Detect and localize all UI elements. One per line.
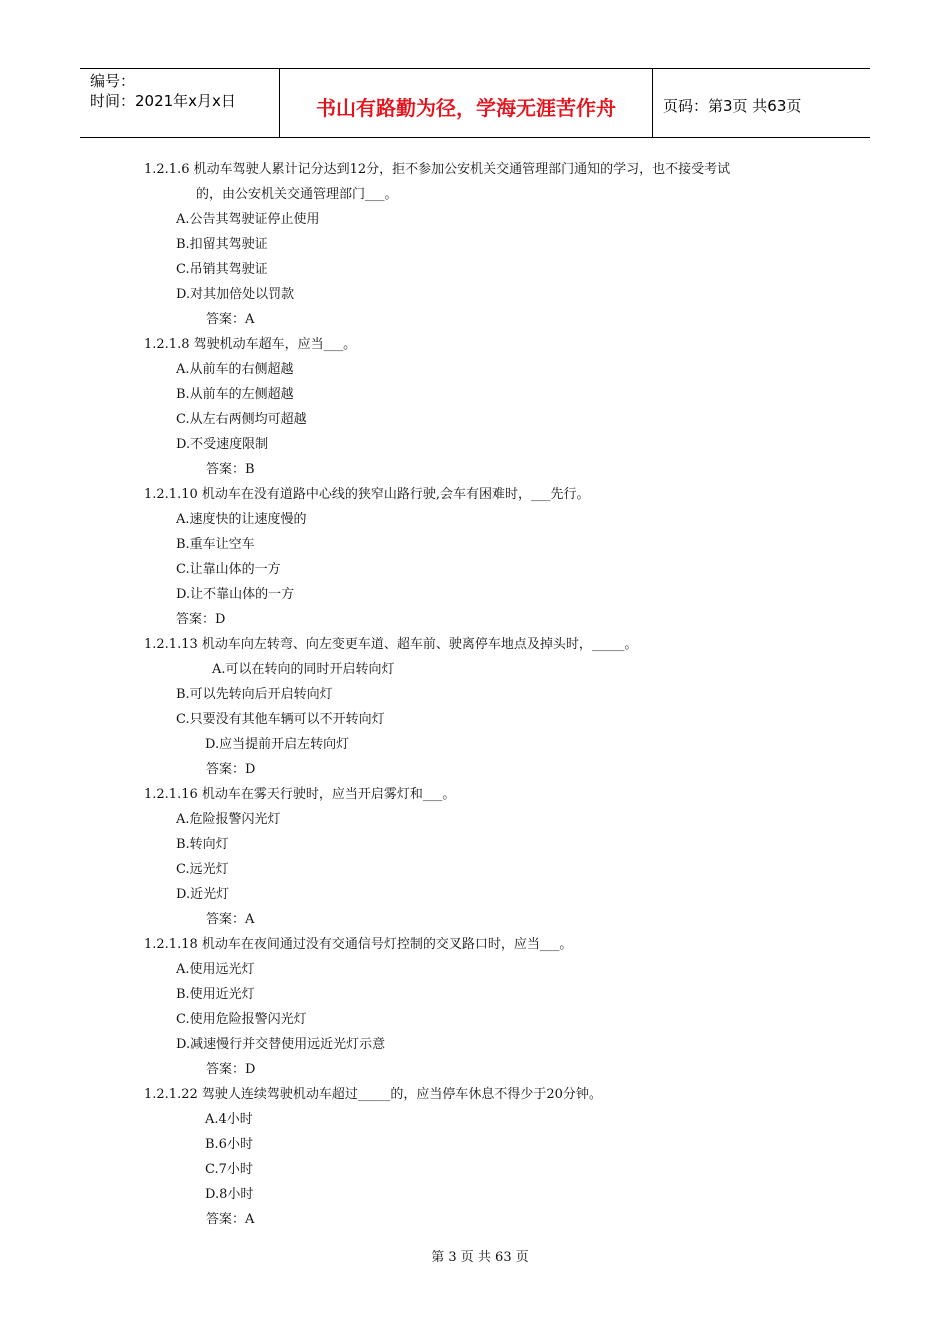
option: D.8小时 (205, 1187, 254, 1202)
header-table (80, 68, 870, 138)
answer: 答案：A (206, 312, 255, 327)
option: C.让靠山体的一方 (176, 562, 281, 577)
question-stem: 1.2.1.16 机动车在雾天行驶时，应当开启雾灯和___。 (144, 787, 456, 802)
header-meta (80, 69, 280, 137)
option: A.从前车的右侧超越 (176, 362, 294, 377)
option: A.速度快的让速度慢的 (176, 512, 307, 527)
option: C.远光灯 (176, 862, 229, 877)
question-stem: 1.2.1.22 驾驶人连续驾驶机动车超过_____的，应当停车休息不得少于20分钟。 (144, 1087, 602, 1102)
option: B.扣留其驾驶证 (176, 237, 268, 252)
page-footer: 第 3 页 共 63 页 (431, 1250, 529, 1265)
option: C.使用危险报警闪光灯 (176, 1012, 307, 1027)
option: C.只要没有其他车辆可以不开转向灯 (176, 712, 385, 727)
option: D.对其加倍处以罚款 (176, 287, 295, 302)
option: B.使用近光灯 (176, 987, 255, 1002)
motto: 书山有路勤为径，学海无涯苦作舟 (280, 69, 653, 137)
answer: 答案：A (206, 912, 255, 927)
question-stem-continued: 的，由公安机关交通管理部门___。 (196, 187, 398, 202)
option: A.4小时 (205, 1112, 253, 1127)
option: C.从左右两侧均可超越 (176, 412, 307, 427)
option: C.7小时 (205, 1162, 253, 1177)
answer: 答案：B (206, 462, 255, 477)
option: C.吊销其驾驶证 (176, 262, 268, 277)
option: B.6小时 (205, 1137, 253, 1152)
option: B.重车让空车 (176, 537, 255, 552)
option: A.使用远光灯 (176, 962, 255, 977)
option: D.减速慢行并交替使用远近光灯示意 (176, 1037, 386, 1052)
option: B.从前车的左侧超越 (176, 387, 294, 402)
option: A.公告其驾驶证停止使用 (176, 212, 320, 227)
answer: 答案：D (206, 762, 256, 777)
page-code: 页码：第3页 共63页 (663, 96, 802, 115)
question-stem: 1.2.1.18 机动车在夜间通过没有交通信号灯控制的交叉路口时，应当___。 (144, 937, 573, 952)
question-stem: 1.2.1.6 机动车驾驶人累计记分达到12分，拒不参加公安机关交通管理部门通知的学习，也不接受考试 (144, 162, 731, 177)
option: D.应当提前开启左转向灯 (205, 737, 350, 752)
time-label: 时间：2021年x月x日 (90, 92, 236, 110)
question-stem: 1.2.1.10 机动车在没有道路中心线的狭窄山路行驶,会车有困难时，___先行。 (144, 487, 590, 502)
option: D.不受速度限制 (176, 437, 269, 452)
option: D.让不靠山体的一方 (176, 587, 295, 602)
answer: 答案：D (206, 1062, 256, 1077)
option: D.近光灯 (176, 887, 230, 902)
option: A.危险报警闪光灯 (176, 812, 281, 827)
option: B.可以先转向后开启转向灯 (176, 687, 333, 702)
answer: 答案：D (176, 612, 226, 627)
answer: 答案：A (206, 1212, 255, 1227)
number-label: 编号： (90, 72, 136, 90)
question-stem: 1.2.1.13 机动车向左转弯、向左变更车道、超车前、驶离停车地点及掉头时，_____。 (144, 637, 638, 652)
option: B.转向灯 (176, 837, 229, 852)
question-stem: 1.2.1.8 驾驶机动车超车，应当___。 (144, 337, 357, 352)
option: A.可以在转向的同时开启转向灯 (212, 662, 395, 677)
